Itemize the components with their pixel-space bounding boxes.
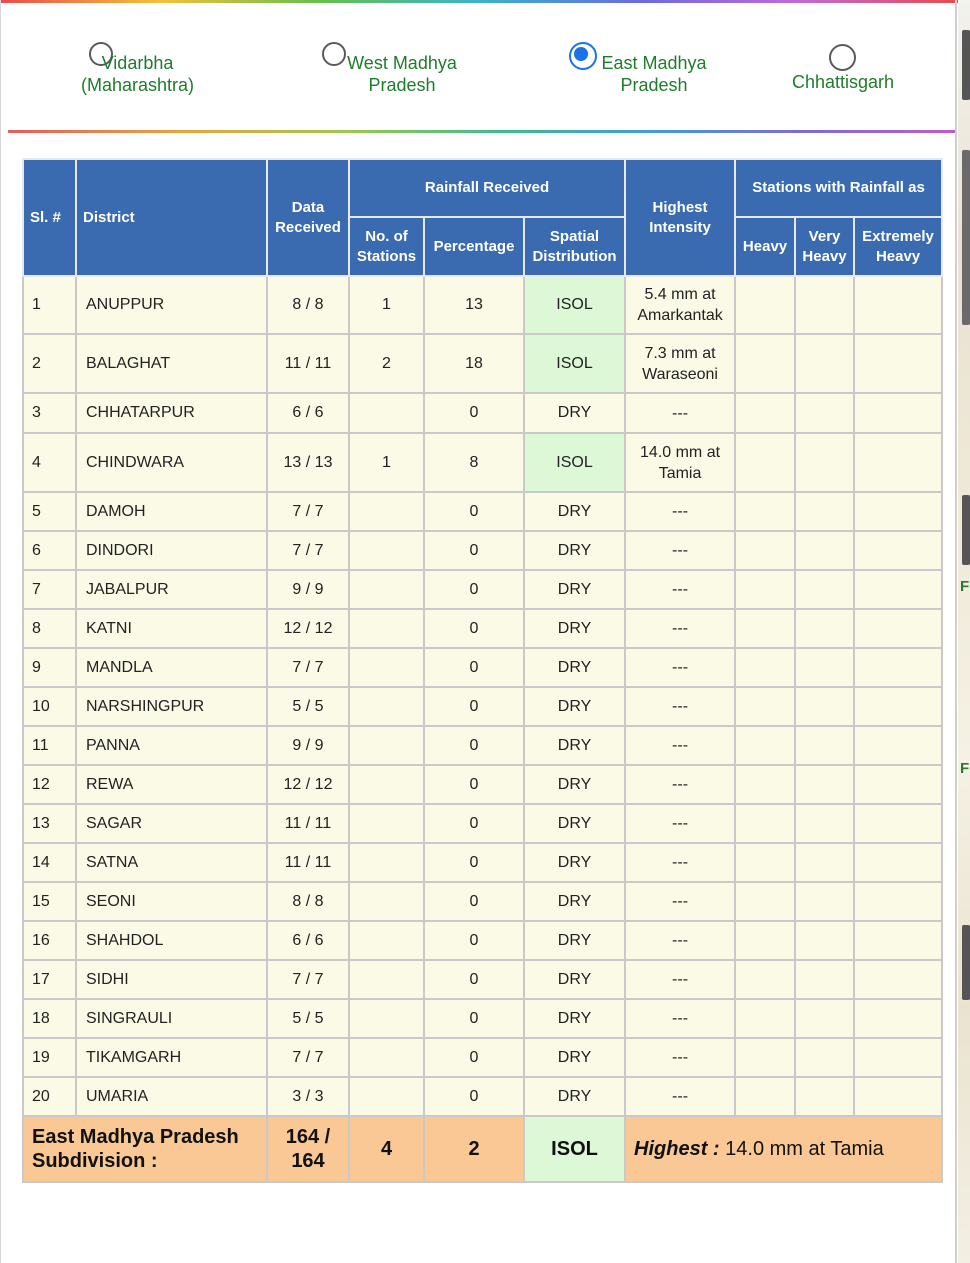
cell-spatial-distribution: DRY: [524, 393, 625, 433]
cell-sl: 16: [23, 921, 76, 960]
table-row: [23, 882, 942, 921]
cell-sl: 15: [23, 882, 76, 921]
cell-data-received: 12 / 12: [267, 609, 349, 648]
cell-no-of-stations: 1: [349, 433, 424, 492]
cell-percentage: 0: [424, 393, 524, 433]
cell-very-heavy: [795, 648, 854, 687]
cell-heavy: [735, 1077, 795, 1116]
cell-sl: 10: [23, 687, 76, 726]
cell-highest-intensity: ---: [625, 843, 735, 882]
cell-no-of-stations: [349, 804, 424, 843]
cell-heavy: [735, 334, 795, 393]
cell-district: REWA: [76, 765, 267, 804]
cell-data-received: 9 / 9: [267, 570, 349, 609]
rainbow-divider: [8, 130, 955, 133]
cell-no-of-stations: [349, 843, 424, 882]
footer-no-of-stations: 4: [349, 1116, 424, 1182]
cell-data-received: 9 / 9: [267, 726, 349, 765]
table-row: [23, 921, 942, 960]
cell-sl: 13: [23, 804, 76, 843]
cell-spatial-distribution: DRY: [524, 648, 625, 687]
cell-very-heavy: [795, 1077, 854, 1116]
footer-spatial-distribution: ISOL: [524, 1116, 625, 1182]
subdivision-radio-group: [0, 0, 955, 130]
cell-data-received: 7 / 7: [267, 531, 349, 570]
header-district: District: [76, 159, 267, 276]
cell-very-heavy: [795, 999, 854, 1038]
cell-data-received: 7 / 7: [267, 492, 349, 531]
cell-district: JABALPUR: [76, 570, 267, 609]
window-left-border: [0, 0, 1, 1263]
cell-extremely-heavy: [854, 334, 942, 393]
cell-district: CHHATARPUR: [76, 393, 267, 433]
table-row: [23, 765, 942, 804]
radio-vidarbha[interactable]: [80, 42, 195, 95]
rainfall-table: [22, 158, 943, 1183]
cell-sl: 14: [23, 843, 76, 882]
cell-no-of-stations: 1: [349, 276, 424, 334]
header-spatial-distribution: Spatial Distribution: [524, 217, 625, 276]
edge-letter: F: [960, 578, 970, 595]
cell-sl: 5: [23, 492, 76, 531]
cell-highest-intensity: 5.4 mm at Amarkantak: [625, 276, 735, 334]
cell-highest-intensity: ---: [625, 804, 735, 843]
cell-spatial-distribution: DRY: [524, 765, 625, 804]
header-data-received: Data Received: [267, 159, 349, 276]
header-heavy: Heavy: [735, 217, 795, 276]
cell-data-received: 3 / 3: [267, 1077, 349, 1116]
cell-extremely-heavy: [854, 648, 942, 687]
cell-highest-intensity: ---: [625, 609, 735, 648]
cell-heavy: [735, 921, 795, 960]
footer-percentage: 2: [424, 1116, 524, 1182]
cell-district: BALAGHAT: [76, 334, 267, 393]
cell-spatial-distribution: DRY: [524, 1038, 625, 1077]
cell-district: CHINDWARA: [76, 433, 267, 492]
cell-very-heavy: [795, 804, 854, 843]
cell-percentage: 0: [424, 687, 524, 726]
radio-chhattisgarh[interactable]: [788, 44, 895, 92]
radio-circle[interactable]: [829, 44, 856, 71]
cell-percentage: 0: [424, 570, 524, 609]
cell-highest-intensity: ---: [625, 726, 735, 765]
cell-very-heavy: [795, 570, 854, 609]
radio-label: Chhattisgarh: [791, 72, 895, 92]
cell-heavy: [735, 648, 795, 687]
table-row: [23, 999, 942, 1038]
cell-percentage: 0: [424, 726, 524, 765]
cell-heavy: [735, 609, 795, 648]
cell-very-heavy: [795, 765, 854, 804]
table-row: [23, 1077, 942, 1116]
cell-percentage: 0: [424, 609, 524, 648]
cell-extremely-heavy: [854, 726, 942, 765]
cell-data-received: 11 / 11: [267, 843, 349, 882]
header-no-of-stations: No. of Stations: [349, 217, 424, 276]
table-row: [23, 276, 942, 334]
cell-heavy: [735, 843, 795, 882]
cell-extremely-heavy: [854, 843, 942, 882]
cell-district: UMARIA: [76, 1077, 267, 1116]
cell-spatial-distribution: DRY: [524, 960, 625, 999]
cell-no-of-stations: [349, 765, 424, 804]
cell-sl: 3: [23, 393, 76, 433]
table-row: [23, 334, 942, 393]
cell-data-received: 11 / 11: [267, 804, 349, 843]
radio-label: Vidarbha (Maharashtra): [80, 53, 195, 95]
table-row: [23, 492, 942, 531]
cell-highest-intensity: ---: [625, 1038, 735, 1077]
table-row: [23, 960, 942, 999]
cell-highest-intensity: ---: [625, 765, 735, 804]
table-row: [23, 393, 942, 433]
cell-highest-intensity: 7.3 mm at Waraseoni: [625, 334, 735, 393]
cell-heavy: [735, 687, 795, 726]
cell-extremely-heavy: [854, 1077, 942, 1116]
cell-spatial-distribution: DRY: [524, 570, 625, 609]
cell-sl: 4: [23, 433, 76, 492]
cell-percentage: 13: [424, 276, 524, 334]
cell-extremely-heavy: [854, 804, 942, 843]
footer-highest-label: Highest :: [634, 1137, 720, 1160]
table-row: [23, 531, 942, 570]
table-row: [23, 726, 942, 765]
cell-highest-intensity: ---: [625, 570, 735, 609]
cell-heavy: [735, 492, 795, 531]
cell-very-heavy: [795, 334, 854, 393]
cell-district: SHAHDOL: [76, 921, 267, 960]
cell-spatial-distribution: DRY: [524, 726, 625, 765]
cell-sl: 2: [23, 334, 76, 393]
cell-heavy: [735, 960, 795, 999]
footer-highest-value: 14.0 mm at Tamia: [725, 1137, 884, 1160]
cell-percentage: 0: [424, 999, 524, 1038]
cell-sl: 9: [23, 648, 76, 687]
cell-highest-intensity: ---: [625, 999, 735, 1038]
cell-very-heavy: [795, 882, 854, 921]
cell-district: KATNI: [76, 609, 267, 648]
cell-heavy: [735, 531, 795, 570]
cell-spatial-distribution: DRY: [524, 531, 625, 570]
cell-no-of-stations: [349, 609, 424, 648]
cell-highest-intensity: 14.0 mm at Tamia: [625, 433, 735, 492]
cell-no-of-stations: [349, 1038, 424, 1077]
cell-percentage: 0: [424, 1038, 524, 1077]
cell-percentage: 0: [424, 960, 524, 999]
cell-extremely-heavy: [854, 531, 942, 570]
cell-percentage: 0: [424, 648, 524, 687]
cell-data-received: 8 / 8: [267, 276, 349, 334]
cell-data-received: 6 / 6: [267, 393, 349, 433]
cell-sl: 20: [23, 1077, 76, 1116]
cell-data-received: 12 / 12: [267, 765, 349, 804]
table-row: [23, 609, 942, 648]
radio-label: West Madhya Pradesh: [347, 53, 457, 95]
cell-spatial-distribution: DRY: [524, 882, 625, 921]
cell-highest-intensity: ---: [625, 492, 735, 531]
cell-extremely-heavy: [854, 609, 942, 648]
cell-highest-intensity: ---: [625, 648, 735, 687]
cell-district: SEONI: [76, 882, 267, 921]
cell-spatial-distribution: DRY: [524, 687, 625, 726]
cell-heavy: [735, 804, 795, 843]
cell-no-of-stations: [349, 570, 424, 609]
cell-sl: 1: [23, 276, 76, 334]
cell-percentage: 0: [424, 882, 524, 921]
cell-highest-intensity: ---: [625, 882, 735, 921]
cell-highest-intensity: ---: [625, 393, 735, 433]
cell-district: PANNA: [76, 726, 267, 765]
cell-data-received: 8 / 8: [267, 882, 349, 921]
cell-district: DAMOH: [76, 492, 267, 531]
cell-extremely-heavy: [854, 882, 942, 921]
header-rainfall-received: Rainfall Received: [349, 159, 625, 217]
cell-very-heavy: [795, 433, 854, 492]
scrollbar-segment: [962, 495, 970, 565]
radio-east-madhya-pradesh[interactable]: [569, 42, 707, 95]
cell-sl: 7: [23, 570, 76, 609]
cell-no-of-stations: [349, 531, 424, 570]
cell-spatial-distribution: ISOL: [524, 433, 625, 492]
cell-district: MANDLA: [76, 648, 267, 687]
header-percentage: Percentage: [424, 217, 524, 276]
cell-extremely-heavy: [854, 960, 942, 999]
edge-letter: F: [960, 760, 970, 777]
cell-sl: 17: [23, 960, 76, 999]
footer-highest-intensity: [625, 1116, 942, 1182]
cell-very-heavy: [795, 960, 854, 999]
cell-very-heavy: [795, 921, 854, 960]
radio-west-madhya-pradesh[interactable]: [322, 42, 457, 95]
table-row: [23, 843, 942, 882]
cell-district: SAGAR: [76, 804, 267, 843]
window-right-border: [955, 0, 957, 1263]
cell-percentage: 0: [424, 765, 524, 804]
cell-extremely-heavy: [854, 433, 942, 492]
cell-district: NARSHINGPUR: [76, 687, 267, 726]
cell-no-of-stations: [349, 492, 424, 531]
cell-extremely-heavy: [854, 570, 942, 609]
cell-heavy: [735, 882, 795, 921]
cell-district: TIKAMGARH: [76, 1038, 267, 1077]
cell-heavy: [735, 570, 795, 609]
cell-heavy: [735, 765, 795, 804]
cell-no-of-stations: [349, 882, 424, 921]
cell-sl: 18: [23, 999, 76, 1038]
cell-no-of-stations: [349, 960, 424, 999]
table-row: [23, 687, 942, 726]
cell-highest-intensity: ---: [625, 1077, 735, 1116]
cell-extremely-heavy: [854, 492, 942, 531]
cell-highest-intensity: ---: [625, 687, 735, 726]
header-highest-intensity: Highest Intensity: [625, 159, 735, 276]
table-row: [23, 648, 942, 687]
cell-heavy: [735, 276, 795, 334]
footer-data-received: 164 / 164: [267, 1116, 349, 1182]
cell-very-heavy: [795, 687, 854, 726]
cell-no-of-stations: [349, 687, 424, 726]
cell-spatial-distribution: DRY: [524, 999, 625, 1038]
table-row: [23, 1038, 942, 1077]
header-very-heavy: Very Heavy: [795, 217, 854, 276]
cell-data-received: 7 / 7: [267, 1038, 349, 1077]
cell-extremely-heavy: [854, 999, 942, 1038]
radio-label: East Madhya Pradesh: [601, 53, 707, 95]
cell-no-of-stations: 2: [349, 334, 424, 393]
cell-no-of-stations: [349, 648, 424, 687]
cell-very-heavy: [795, 609, 854, 648]
cell-percentage: 8: [424, 433, 524, 492]
cell-very-heavy: [795, 726, 854, 765]
cell-highest-intensity: ---: [625, 960, 735, 999]
cell-sl: 11: [23, 726, 76, 765]
cell-highest-intensity: ---: [625, 921, 735, 960]
cell-spatial-distribution: ISOL: [524, 334, 625, 393]
cell-spatial-distribution: DRY: [524, 1077, 625, 1116]
cell-no-of-stations: [349, 393, 424, 433]
cell-highest-intensity: ---: [625, 531, 735, 570]
cell-sl: 12: [23, 765, 76, 804]
cell-data-received: 5 / 5: [267, 687, 349, 726]
table-row: [23, 433, 942, 492]
cell-district: SATNA: [76, 843, 267, 882]
cell-percentage: 0: [424, 804, 524, 843]
cell-extremely-heavy: [854, 765, 942, 804]
cell-heavy: [735, 726, 795, 765]
scrollbar-thumb[interactable]: [962, 30, 970, 100]
cell-spatial-distribution: DRY: [524, 804, 625, 843]
header-extremely-heavy: Extremely Heavy: [854, 217, 942, 276]
cell-data-received: 7 / 7: [267, 648, 349, 687]
cell-district: ANUPPUR: [76, 276, 267, 334]
cell-heavy: [735, 999, 795, 1038]
cell-heavy: [735, 433, 795, 492]
cell-data-received: 7 / 7: [267, 960, 349, 999]
table-row: [23, 804, 942, 843]
cell-spatial-distribution: DRY: [524, 492, 625, 531]
cell-spatial-distribution: DRY: [524, 843, 625, 882]
cell-extremely-heavy: [854, 921, 942, 960]
cell-percentage: 0: [424, 1077, 524, 1116]
cell-extremely-heavy: [854, 687, 942, 726]
cell-sl: 19: [23, 1038, 76, 1077]
scrollbar-segment: [962, 925, 970, 1000]
header-sl: Sl. #: [23, 159, 76, 276]
cell-very-heavy: [795, 393, 854, 433]
cell-extremely-heavy: [854, 276, 942, 334]
cell-percentage: 18: [424, 334, 524, 393]
cell-no-of-stations: [349, 726, 424, 765]
cell-spatial-distribution: DRY: [524, 609, 625, 648]
cell-percentage: 0: [424, 843, 524, 882]
cell-very-heavy: [795, 843, 854, 882]
cell-spatial-distribution: ISOL: [524, 276, 625, 334]
cell-heavy: [735, 393, 795, 433]
cell-district: DINDORI: [76, 531, 267, 570]
cell-percentage: 0: [424, 531, 524, 570]
cell-percentage: 0: [424, 921, 524, 960]
cell-data-received: 11 / 11: [267, 334, 349, 393]
cell-sl: 8: [23, 609, 76, 648]
cell-percentage: 0: [424, 492, 524, 531]
header-stations-with-rainfall: Stations with Rainfall as: [735, 159, 942, 217]
cell-district: SIDHI: [76, 960, 267, 999]
cell-extremely-heavy: [854, 1038, 942, 1077]
cell-no-of-stations: [349, 921, 424, 960]
cell-data-received: 13 / 13: [267, 433, 349, 492]
cell-data-received: 6 / 6: [267, 921, 349, 960]
cell-data-received: 5 / 5: [267, 999, 349, 1038]
cell-very-heavy: [795, 492, 854, 531]
cell-heavy: [735, 1038, 795, 1077]
cell-spatial-distribution: DRY: [524, 921, 625, 960]
cell-no-of-stations: [349, 999, 424, 1038]
cell-very-heavy: [795, 276, 854, 334]
table-row: [23, 570, 942, 609]
cell-district: SINGRAULI: [76, 999, 267, 1038]
cell-extremely-heavy: [854, 393, 942, 433]
scrollbar-segment: [962, 150, 970, 325]
cell-very-heavy: [795, 531, 854, 570]
footer-subdivision-name: East Madhya Pradesh Subdivision :: [23, 1116, 267, 1182]
cell-no-of-stations: [349, 1077, 424, 1116]
cell-very-heavy: [795, 1038, 854, 1077]
cell-sl: 6: [23, 531, 76, 570]
